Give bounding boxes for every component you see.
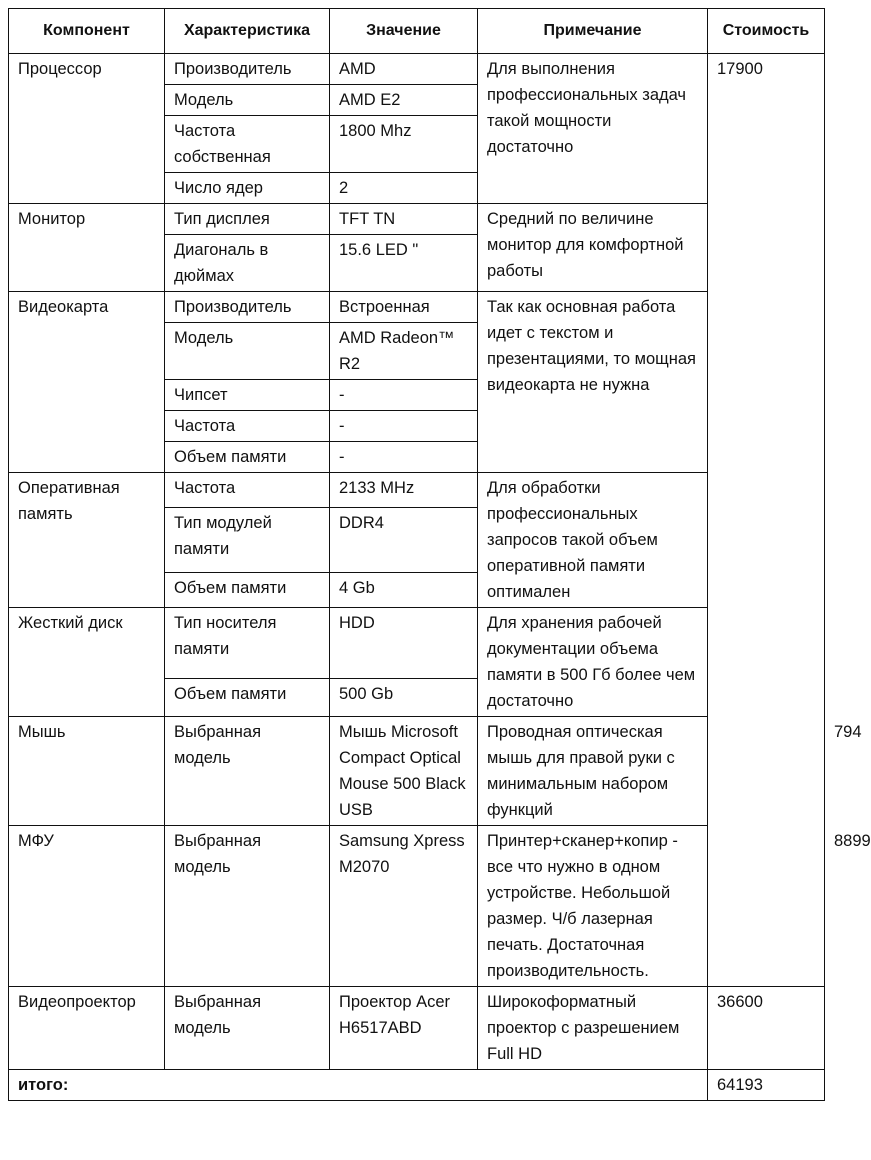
component-mouse: Мышь [9, 717, 165, 826]
component-ram: Оперативная память [9, 473, 165, 608]
component-monitor: Монитор [9, 204, 165, 292]
table-row: Мышь Выбранная модель Мышь Microsoft Compact Optical Mouse 500 Black USB Проводная оптическая мышь для правой руки с минимальным набором функций 794 [9, 717, 825, 826]
total-label: итого: [9, 1070, 708, 1101]
components-table [8, 8, 871, 1101]
value-cell: 15.6 LED " [330, 235, 478, 292]
char-cell: Тип дисплея [165, 204, 330, 235]
table-row [9, 292, 825, 323]
value-cell: DDR4 [330, 508, 478, 573]
note-processor: Для выполнения профессиональных задач такой мощности достаточно [478, 54, 708, 204]
char-cell: Объем памяти [165, 678, 330, 716]
table-row [9, 204, 825, 235]
char-cell: Производитель [165, 292, 330, 323]
cost-computer: 17900 [708, 54, 825, 987]
total-value: 64193 [708, 1070, 825, 1101]
char-cell: Объем памяти [165, 572, 330, 607]
value-cell: Мышь Microsoft Compact Optical Mouse 500 Black USB [330, 717, 478, 826]
value-cell: AMD E2 [330, 85, 478, 116]
note-mfu: Принтер+сканер+копир - все что нужно в одном устройстве. Небольшой размер. Ч/б лазерная печать. Достаточная производительность. [478, 826, 708, 987]
char-cell: Выбранная модель [165, 826, 330, 987]
value-cell: 2 [330, 173, 478, 204]
char-cell: Тип модулей памяти [165, 508, 330, 573]
value-cell: - [330, 380, 478, 411]
char-cell: Выбранная модель [165, 987, 330, 1070]
char-cell: Чипсет [165, 380, 330, 411]
value-cell: AMD Radeon™ R2 [330, 323, 478, 380]
value-cell: HDD [330, 608, 478, 679]
table-row [9, 473, 825, 508]
value-cell: AMD [330, 54, 478, 85]
value-cell: - [330, 411, 478, 442]
value-cell: 2133 MHz [330, 473, 478, 508]
total-row [9, 1070, 825, 1101]
char-cell: Выбранная модель [165, 717, 330, 826]
value-cell: Проектор Acer H6517ABD [330, 987, 478, 1070]
component-projector: Видеопроектор [9, 987, 165, 1070]
header-row [9, 9, 825, 54]
table-row [9, 608, 825, 679]
component-processor: Процессор [9, 54, 165, 204]
char-cell: Число ядер [165, 173, 330, 204]
header-cost: Стоимость [708, 9, 825, 54]
value-cell: - [330, 442, 478, 473]
header-component: Компонент [9, 9, 165, 54]
char-cell: Объем памяти [165, 442, 330, 473]
value-cell: 4 Gb [330, 572, 478, 607]
note-monitor: Средний по величине монитор для комфортной работы [478, 204, 708, 292]
char-cell: Модель [165, 85, 330, 116]
table-row: МФУ Выбранная модель Samsung Xpress M2070 Принтер+сканер+копир - все что нужно в одном устройстве. Небольшой размер. Ч/б лазерная печать. Достаточная производительность. 8899 [9, 826, 825, 987]
char-cell: Диагональ в дюймах [165, 235, 330, 292]
note-ram: Для обработки профессиональных запросов такой объем оперативной памяти оптимален [478, 473, 708, 608]
value-cell: Встроенная [330, 292, 478, 323]
char-cell: Частота [165, 473, 330, 508]
header-characteristic: Характеристика [165, 9, 330, 54]
char-cell: Модель [165, 323, 330, 380]
char-cell: Частота собственная [165, 116, 330, 173]
value-cell: TFT TN [330, 204, 478, 235]
header-note: Примечание [478, 9, 708, 54]
char-cell: Тип носителя памяти [165, 608, 330, 679]
note-projector: Широкоформатный проектор с разрешением Full HD [478, 987, 708, 1070]
value-cell: 500 Gb [330, 678, 478, 716]
note-gpu: Так как основная работа идет с текстом и презентациями, то мощная видеокарта не нужна [478, 292, 708, 473]
header-value: Значение [330, 9, 478, 54]
component-gpu: Видеокарта [9, 292, 165, 473]
table-row [9, 987, 825, 1070]
note-mouse: Проводная оптическая мышь для правой руки с минимальным набором функций [478, 717, 708, 826]
cost-projector: 36600 [708, 987, 825, 1070]
component-mfu: МФУ [9, 826, 165, 987]
char-cell: Частота [165, 411, 330, 442]
value-cell: Samsung Xpress M2070 [330, 826, 478, 987]
note-hdd: Для хранения рабочей документации объема памяти в 500 Гб более чем достаточно [478, 608, 708, 717]
value-cell: 1800 Mhz [330, 116, 478, 173]
char-cell: Производитель [165, 54, 330, 85]
component-hdd: Жесткий диск [9, 608, 165, 717]
table-row [9, 54, 825, 85]
